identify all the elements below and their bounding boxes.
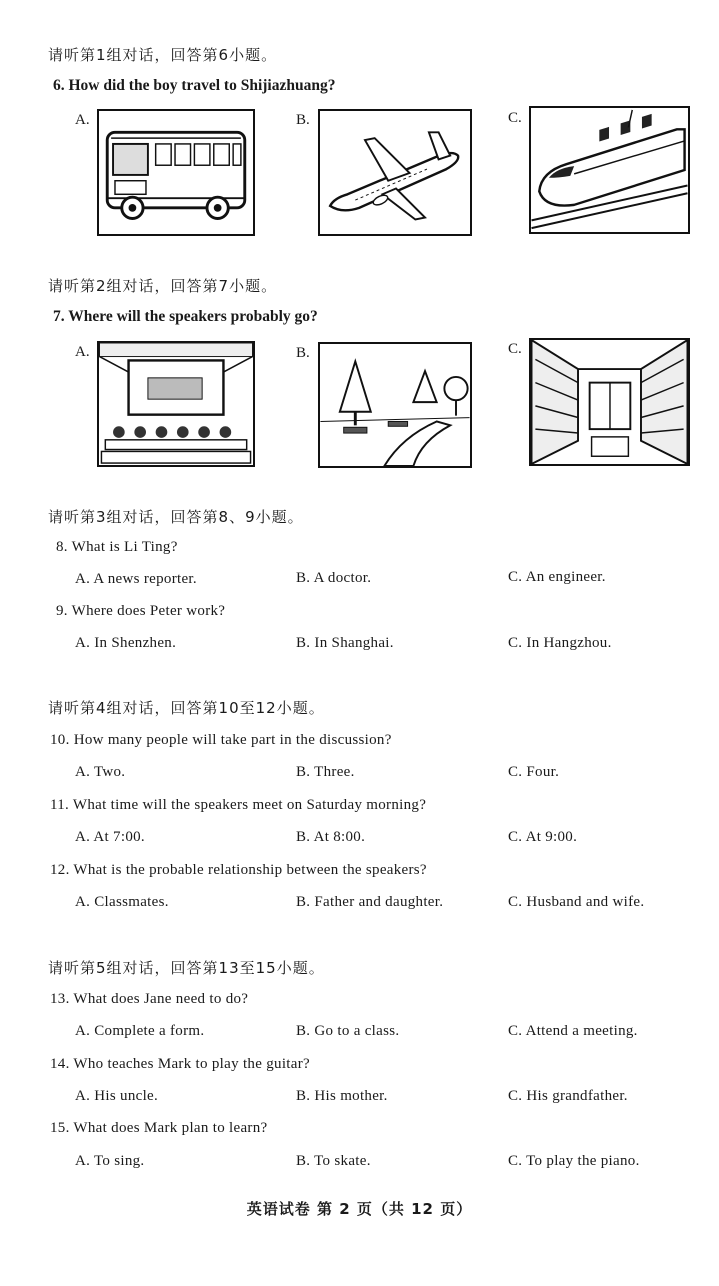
q13-option-c[interactable]: C. Attend a meeting. (508, 1023, 638, 1039)
question-15: 15. What does Mark plan to learn? (50, 1120, 268, 1136)
question-9: 9. Where does Peter work? (56, 603, 226, 619)
q9-option-c[interactable]: C. In Hangzhou. (508, 635, 612, 651)
q6-option-c-label[interactable]: C. (508, 110, 522, 126)
q6-option-b-label[interactable]: B. (296, 112, 310, 128)
park-icon (320, 344, 470, 466)
q13-option-a[interactable]: A. Complete a form. (75, 1023, 205, 1039)
section-1-instruction: 请听第1组对话，回答第6小题。 (48, 46, 278, 64)
section-5-instruction: 请听第5组对话，回答第13至15小题。 (48, 959, 325, 977)
q11-option-b[interactable]: B. At 8:00. (296, 829, 366, 845)
cinema-icon (99, 343, 253, 465)
q15-option-a[interactable]: A. To sing. (75, 1153, 145, 1169)
airplane-icon (320, 111, 470, 234)
q10-option-c[interactable]: C. Four. (508, 764, 560, 780)
section-2-instruction: 请听第2组对话，回答第7小题。 (48, 277, 278, 295)
q12-option-a[interactable]: A. Classmates. (75, 894, 169, 910)
q15-option-b[interactable]: B. To skate. (296, 1153, 371, 1169)
question-11: 11. What time will the speakers meet on Saturday morning? (50, 797, 427, 813)
q7-option-a-label[interactable]: A. (75, 344, 90, 360)
cinema-image[interactable] (97, 341, 255, 467)
train-icon (531, 108, 688, 232)
q9-option-a[interactable]: A. In Shenzhen. (75, 635, 177, 651)
bus-icon (99, 111, 253, 234)
q8-option-c[interactable]: C. An engineer. (508, 569, 606, 585)
q13-option-b[interactable]: B. Go to a class. (296, 1023, 400, 1039)
q11-option-c[interactable]: C. At 9:00. (508, 829, 578, 845)
q10-option-b[interactable]: B. Three. (296, 764, 355, 780)
q11-option-a[interactable]: A. At 7:00. (75, 829, 145, 845)
airplane-image[interactable] (318, 109, 472, 236)
q8-option-a[interactable]: A. A news reporter. (75, 571, 197, 587)
question-12: 12. What is the probable relationship between the speakers? (50, 862, 427, 878)
q14-option-b[interactable]: B. His mother. (296, 1088, 388, 1104)
q6-option-a-label[interactable]: A. (75, 112, 90, 128)
library-image[interactable] (529, 338, 690, 466)
q8-option-b[interactable]: B. A doctor. (296, 570, 372, 586)
q14-option-c[interactable]: C. His grandfather. (508, 1088, 628, 1104)
question-14: 14. Who teaches Mark to play the guitar? (50, 1056, 310, 1072)
section-3-instruction: 请听第3组对话，回答第8、9小题。 (48, 508, 304, 526)
high-speed-train-image[interactable] (529, 106, 690, 234)
question-7: 7. Where will the speakers probably go? (53, 308, 318, 325)
section-4-instruction: 请听第4组对话，回答第10至12小题。 (48, 699, 325, 717)
bus-image[interactable] (97, 109, 255, 236)
q7-option-c-label[interactable]: C. (508, 341, 522, 357)
question-10: 10. How many people will take part in the discussion? (50, 732, 392, 748)
question-6: 6. How did the boy travel to Shijiazhuang? (53, 77, 336, 94)
page-footer: 英语试卷 第 2 页（共 12 页） (246, 1200, 473, 1218)
q15-option-c[interactable]: C. To play the piano. (508, 1153, 640, 1169)
question-8: 8. What is Li Ting? (56, 539, 178, 555)
q12-option-c[interactable]: C. Husband and wife. (508, 894, 645, 910)
q14-option-a[interactable]: A. His uncle. (75, 1088, 159, 1104)
q12-option-b[interactable]: B. Father and daughter. (296, 894, 444, 910)
park-image[interactable] (318, 342, 472, 468)
question-13: 13. What does Jane need to do? (50, 991, 249, 1007)
q9-option-b[interactable]: B. In Shanghai. (296, 635, 394, 651)
q10-option-a[interactable]: A. Two. (75, 764, 126, 780)
q7-option-b-label[interactable]: B. (296, 345, 310, 361)
library-icon (531, 340, 688, 464)
